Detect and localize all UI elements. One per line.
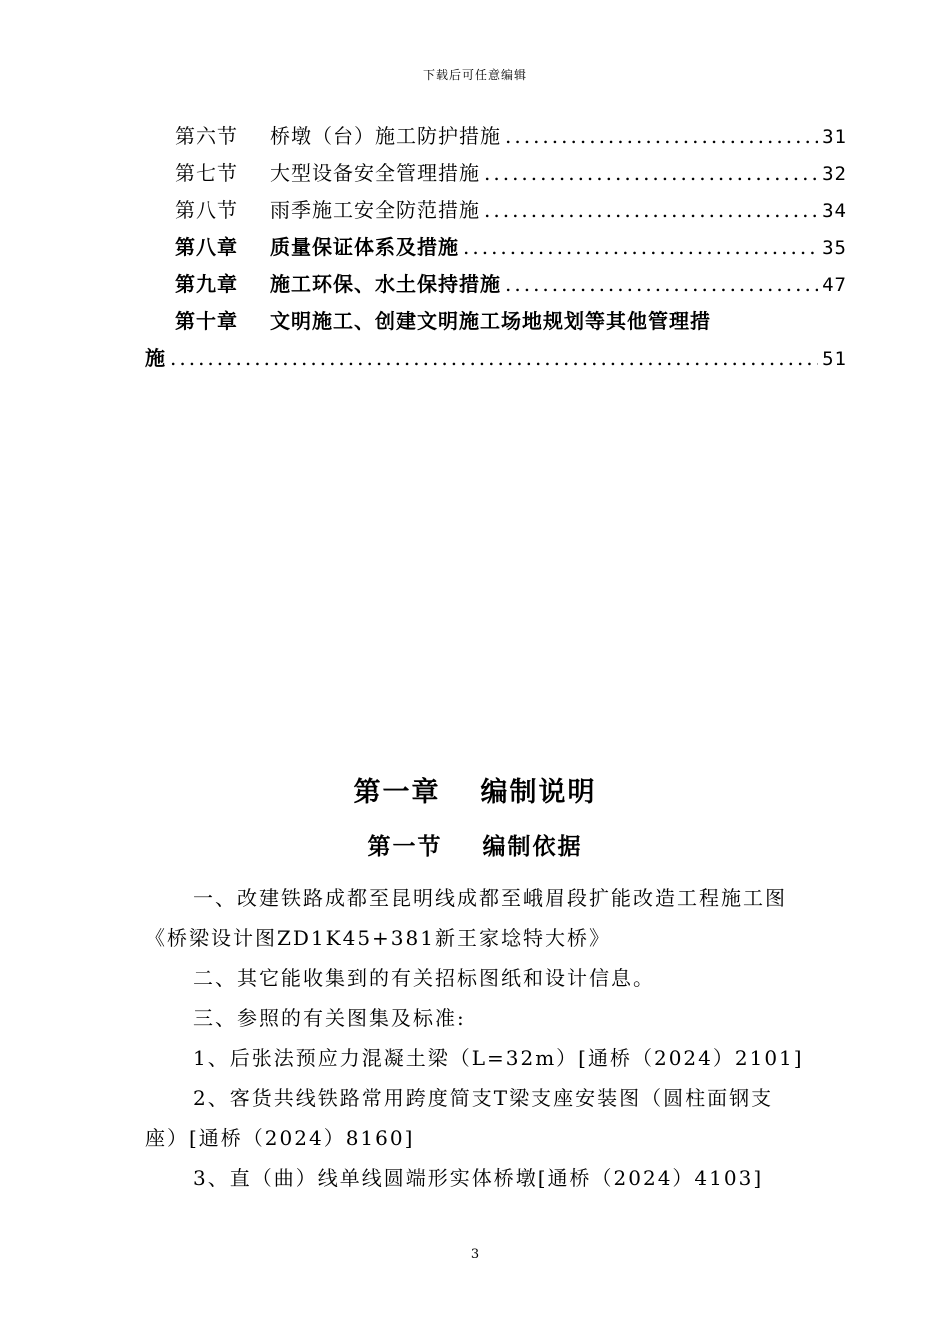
chapter-label: 第一章 [353,777,441,808]
paragraph: 3、直（曲）线单线圆端形实体桥墩[通桥（2024）4103] [193,1166,764,1190]
toc-entry-page: 35 [822,237,847,259]
paragraph: 1、后张法预应力混凝土梁（L=32m）[通桥（2024）2101] [193,1046,804,1070]
toc-entry-title-line1: 文明施工、创建文明施工场地规划等其他管理措 [270,309,711,333]
toc-entry-section-8[interactable] [145,194,847,231]
chapter-heading [0,770,950,809]
toc-leader-dots [505,124,818,148]
toc-entry-chapter-9[interactable] [145,268,847,305]
toc-entry-section-7[interactable] [145,157,847,194]
paragraph: 三、参照的有关图集及标准: [193,1006,466,1030]
section-heading [0,828,950,861]
toc-entry-page: 51 [822,348,847,370]
section-label: 第一节 [367,833,443,860]
toc-entry-label: 第八节 [175,198,238,222]
paragraph: 二、其它能收集到的有关招标图纸和设计信息。 [193,966,655,990]
toc-entry-title: 雨季施工安全防范措施 [270,198,480,222]
paragraph: 一、改建铁路成都至昆明线成都至峨眉段扩能改造工程施工图《桥梁设计图ZD1K45+381新王家埝特大桥》 [145,886,787,950]
toc-entry-chapter-8[interactable] [145,231,847,268]
toc-entry-title: 大型设备安全管理措施 [270,161,480,185]
toc-leader-dots [484,161,818,185]
toc-entry-page: 47 [822,274,847,296]
toc-entry-label: 第七节 [175,161,238,185]
toc-leader-dots [463,235,818,259]
header-note: 下载后可任意编辑 [422,68,527,82]
table-of-contents [145,120,847,379]
page-number: 3 [470,1247,480,1262]
chapter-title: 编制说明 [480,777,597,808]
section-title: 编制依据 [482,833,583,860]
toc-entry-label: 第十章 [175,309,238,333]
toc-entry-page: 32 [822,163,847,185]
toc-entry-page: 31 [822,126,847,148]
toc-entry-title: 桥墩（台）施工防护措施 [270,124,501,148]
toc-entry-page: 34 [822,200,847,222]
toc-entry-title-line2: 施 [145,346,166,370]
toc-leader-dots [170,346,818,370]
toc-entry-label: 第八章 [175,235,238,259]
toc-entry-label: 第九章 [175,272,238,296]
paragraph: 2、客货共线铁路常用跨度简支T梁支座安装图（圆柱面钢支座）[通桥（2024）8160] [145,1086,774,1150]
toc-entry-title: 施工环保、水土保持措施 [270,272,501,296]
toc-leader-dots [505,272,818,296]
document-body [145,878,805,1198]
toc-entry-section-6[interactable] [145,120,847,157]
toc-entry-label: 第六节 [175,124,238,148]
toc-entry-title: 质量保证体系及措施 [270,235,459,259]
toc-entry-chapter-10[interactable] [145,305,847,342]
toc-entry-chapter-10-continued[interactable] [145,342,847,379]
toc-leader-dots [484,198,818,222]
